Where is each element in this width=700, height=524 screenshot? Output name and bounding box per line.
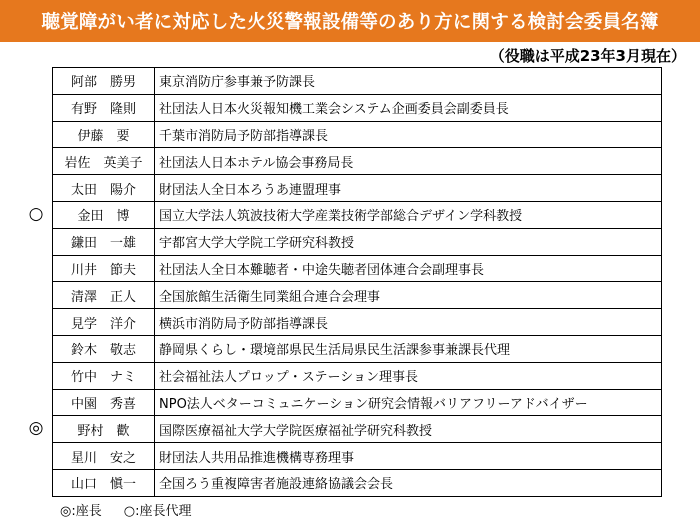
page-title: 聴覚障がい者に対応した火災警報設備等のあり方に関する検討会委員名簿	[41, 12, 659, 33]
legend-vice-chair: ○:座長代理	[123, 504, 192, 519]
member-row	[53, 416, 662, 443]
member-role: NPO法人ベターコミュニケーション研究会情報バリアフリーアドバイザー	[155, 389, 662, 416]
member-row	[53, 469, 662, 496]
member-name: 星川 安之	[53, 443, 155, 470]
member-role: 横浜市消防局予防部指導課長	[155, 309, 662, 336]
member-name: 山口 愼一	[53, 469, 155, 496]
member-row	[53, 148, 662, 175]
member-role: 社団法人日本火災報知機工業会システム企画委員会副委員長	[155, 94, 662, 121]
member-row	[53, 309, 662, 336]
member-row	[53, 201, 662, 228]
vice-chair-mark: ○	[28, 204, 44, 224]
member-role: 宇都宮大学大学院工学研究科教授	[155, 228, 662, 255]
member-row	[53, 335, 662, 362]
member-name: 阿部 勝男	[53, 68, 155, 95]
member-name: 伊藤 要	[53, 121, 155, 148]
member-role: 財団法人共用品推進機構専務理事	[155, 443, 662, 470]
member-row	[53, 389, 662, 416]
member-row	[53, 94, 662, 121]
member-row	[53, 443, 662, 470]
member-role: 全国旅館生活衛生同業組合連合会理事	[155, 282, 662, 309]
member-name: 鎌田 一雄	[53, 228, 155, 255]
member-row	[53, 255, 662, 282]
member-row	[53, 68, 662, 95]
member-name: 竹中 ナミ	[53, 362, 155, 389]
member-name: 有野 隆則	[53, 94, 155, 121]
member-row	[53, 121, 662, 148]
member-name: 中園 秀喜	[53, 389, 155, 416]
member-name: 岩佐 英美子	[53, 148, 155, 175]
member-name: 見学 洋介	[53, 309, 155, 336]
member-row	[53, 175, 662, 202]
member-role: 社団法人日本ホテル協会事務局長	[155, 148, 662, 175]
member-role: 国立大学法人筑波技術大学産業技術学部総合デザイン学科教授	[155, 201, 662, 228]
member-role: 社会福祉法人プロップ・ステーション理事長	[155, 362, 662, 389]
member-name: 野村 歡	[53, 416, 155, 443]
member-name: 金田 博	[53, 201, 155, 228]
chair-mark: ◎	[28, 418, 44, 439]
member-role: 東京消防庁参事兼予防課長	[155, 68, 662, 95]
member-name: 鈴木 敬志	[53, 335, 155, 362]
member-row	[53, 362, 662, 389]
mark-column	[26, 67, 46, 497]
as-of-note: （役職は平成23年3月現在）	[489, 47, 686, 65]
member-name: 川井 節夫	[53, 255, 155, 282]
member-role: 国際医療福祉大学大学院医療福祉学研究科教授	[155, 416, 662, 443]
member-table	[52, 67, 662, 497]
legend-chair: ◎:座長	[60, 504, 102, 519]
member-row	[53, 282, 662, 309]
member-name: 清澤 正人	[53, 282, 155, 309]
member-role: 財団法人全日本ろうあ連盟理事	[155, 175, 662, 202]
member-row	[53, 228, 662, 255]
member-role: 全国ろう重複障害者施設連絡協議会会長	[155, 469, 662, 496]
member-role: 社団法人全日本難聴者・中途失聴者団体連合会副理事長	[155, 255, 662, 282]
legend	[60, 500, 191, 519]
member-role: 静岡県くらし・環境部県民生活局県民生活課参事兼課長代理	[155, 335, 662, 362]
member-name: 太田 陽介	[53, 175, 155, 202]
title-bar	[0, 0, 700, 42]
member-role: 千葉市消防局予防部指導課長	[155, 121, 662, 148]
